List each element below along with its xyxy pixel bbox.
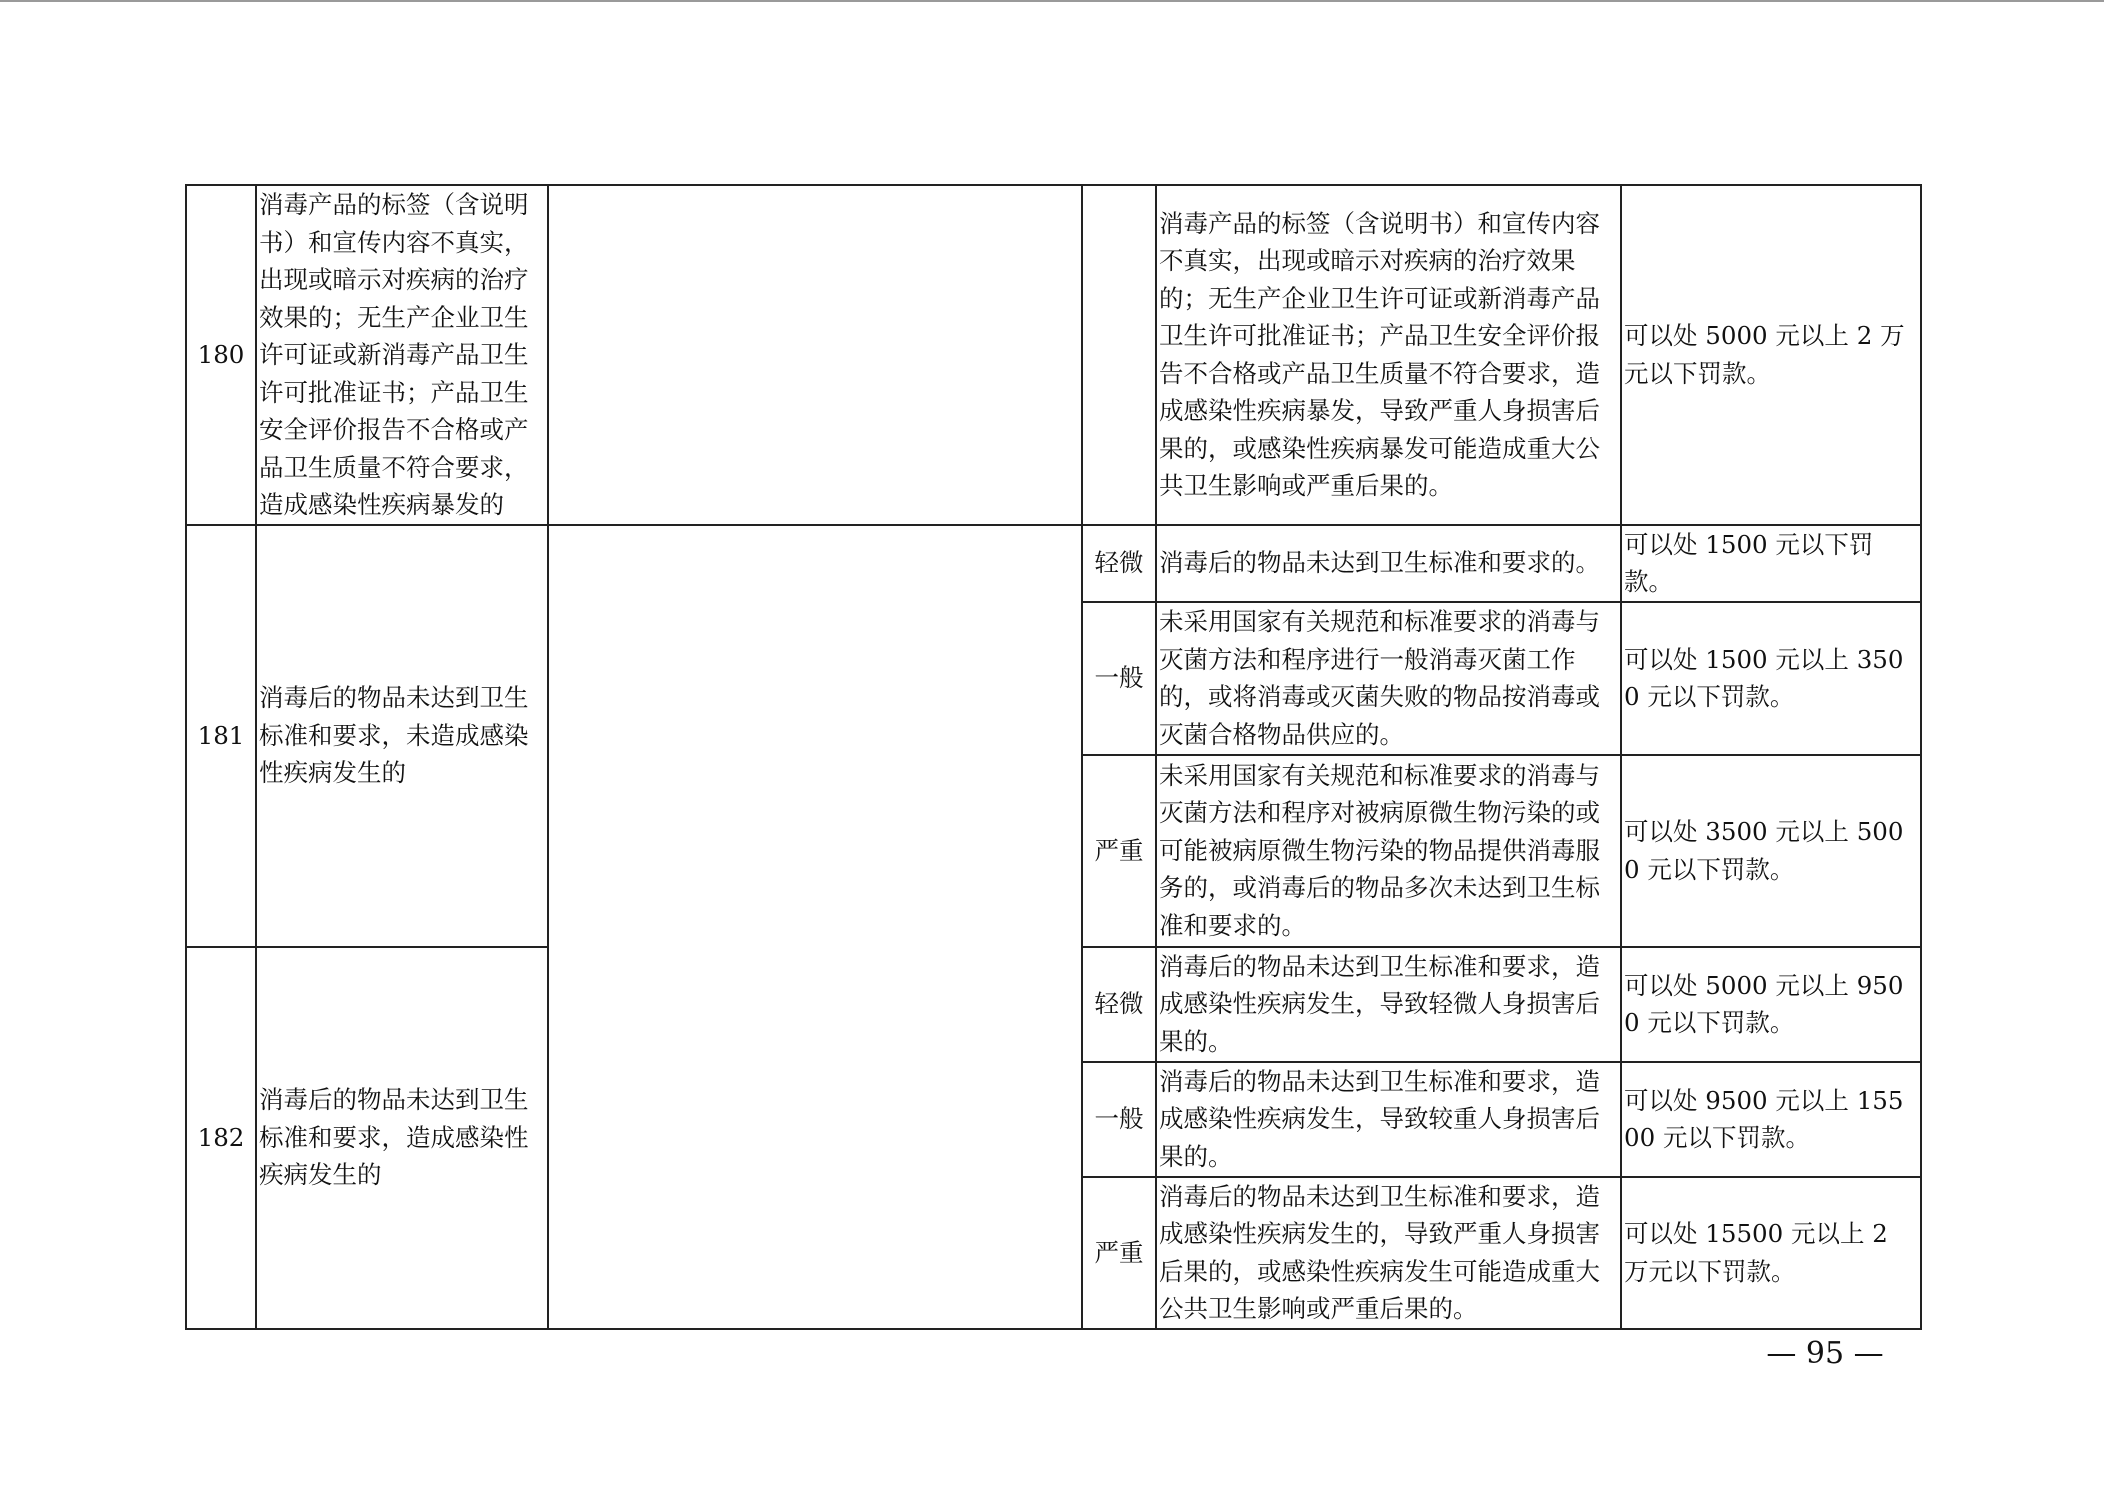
penalty-cell: 可以处 1500 元以上 3500 元以下罚款。 xyxy=(1621,602,1921,755)
violation-cell: 消毒产品的标签（含说明书）和宣传内容不真实，出现或暗示对疾病的治疗效果的；无生产企业卫生许可证或新消毒产品卫生许可批准证书；产品卫生安全评价报告不合格或产品卫生质量不符合要求，造成感染性疾病暴发的 xyxy=(256,185,548,525)
penalty-cell: 可以处 3500 元以上 5000 元以下罚款。 xyxy=(1621,755,1921,947)
row-number: 180 xyxy=(186,185,256,525)
level-cell xyxy=(1082,185,1156,525)
table-row-181 xyxy=(186,525,1921,602)
level-cell: 一般 xyxy=(1082,1062,1156,1177)
level-cell: 严重 xyxy=(1082,1177,1156,1329)
row-number: 181 xyxy=(186,525,256,947)
level-cell: 严重 xyxy=(1082,755,1156,947)
violation-cell: 消毒后的物品未达到卫生标准和要求，未造成感染性疾病发生的 xyxy=(256,525,548,947)
circumstance-cell: 消毒产品的标签（含说明书）和宣传内容不真实，出现或暗示对疾病的治疗效果的；无生产企业卫生许可证或新消毒产品卫生许可批准证书；产品卫生安全评价报告不合格或产品卫生质量不符合要求，造成感染性疾病暴发，导致严重人身损害后果的，或感染性疾病暴发可能造成重大公共卫生影响或严重后果的。 xyxy=(1156,185,1621,525)
legal-basis-cell xyxy=(548,525,1082,1329)
table-row-180 xyxy=(186,185,1921,525)
penalty-cell: 可以处 5000 元以上 9500 元以下罚款。 xyxy=(1621,947,1921,1062)
penalty-cell: 可以处 9500 元以上 15500 元以下罚款。 xyxy=(1621,1062,1921,1177)
penalty-cell: 可以处 1500 元以下罚款。 xyxy=(1621,525,1921,602)
penalty-discretion-table xyxy=(185,184,1922,1330)
circumstance-cell: 消毒后的物品未达到卫生标准和要求，造成感染性疾病发生，导致轻微人身损害后果的。 xyxy=(1156,947,1621,1062)
violation-cell: 消毒后的物品未达到卫生标准和要求，造成感染性疾病发生的 xyxy=(256,947,548,1329)
circumstance-cell: 消毒后的物品未达到卫生标准和要求的。 xyxy=(1156,525,1621,602)
top-border-line xyxy=(0,0,2104,2)
level-cell: 一般 xyxy=(1082,602,1156,755)
row-number: 182 xyxy=(186,947,256,1329)
circumstance-cell: 未采用国家有关规范和标准要求的消毒与灭菌方法和程序对被病原微生物污染的或可能被病原微生物污染的物品提供消毒服务的，或消毒后的物品多次未达到卫生标准和要求的。 xyxy=(1156,755,1621,947)
penalty-cell: 可以处 15500 元以上 2 万元以下罚款。 xyxy=(1621,1177,1921,1329)
circumstance-cell: 未采用国家有关规范和标准要求的消毒与灭菌方法和程序进行一般消毒灭菌工作的，或将消毒或灭菌失败的物品按消毒或灭菌合格物品供应的。 xyxy=(1156,602,1621,755)
circumstance-cell: 消毒后的物品未达到卫生标准和要求，造成感染性疾病发生的，导致严重人身损害后果的，或感染性疾病发生可能造成重大公共卫生影响或严重后果的。 xyxy=(1156,1177,1621,1329)
level-cell: 轻微 xyxy=(1082,525,1156,602)
circumstance-cell: 消毒后的物品未达到卫生标准和要求，造成感染性疾病发生，导致较重人身损害后果的。 xyxy=(1156,1062,1621,1177)
page-number: — 95 — xyxy=(1766,1336,1884,1371)
legal-basis-cell xyxy=(548,185,1082,525)
level-cell: 轻微 xyxy=(1082,947,1156,1062)
penalty-cell: 可以处 5000 元以上 2 万元以下罚款。 xyxy=(1621,185,1921,525)
